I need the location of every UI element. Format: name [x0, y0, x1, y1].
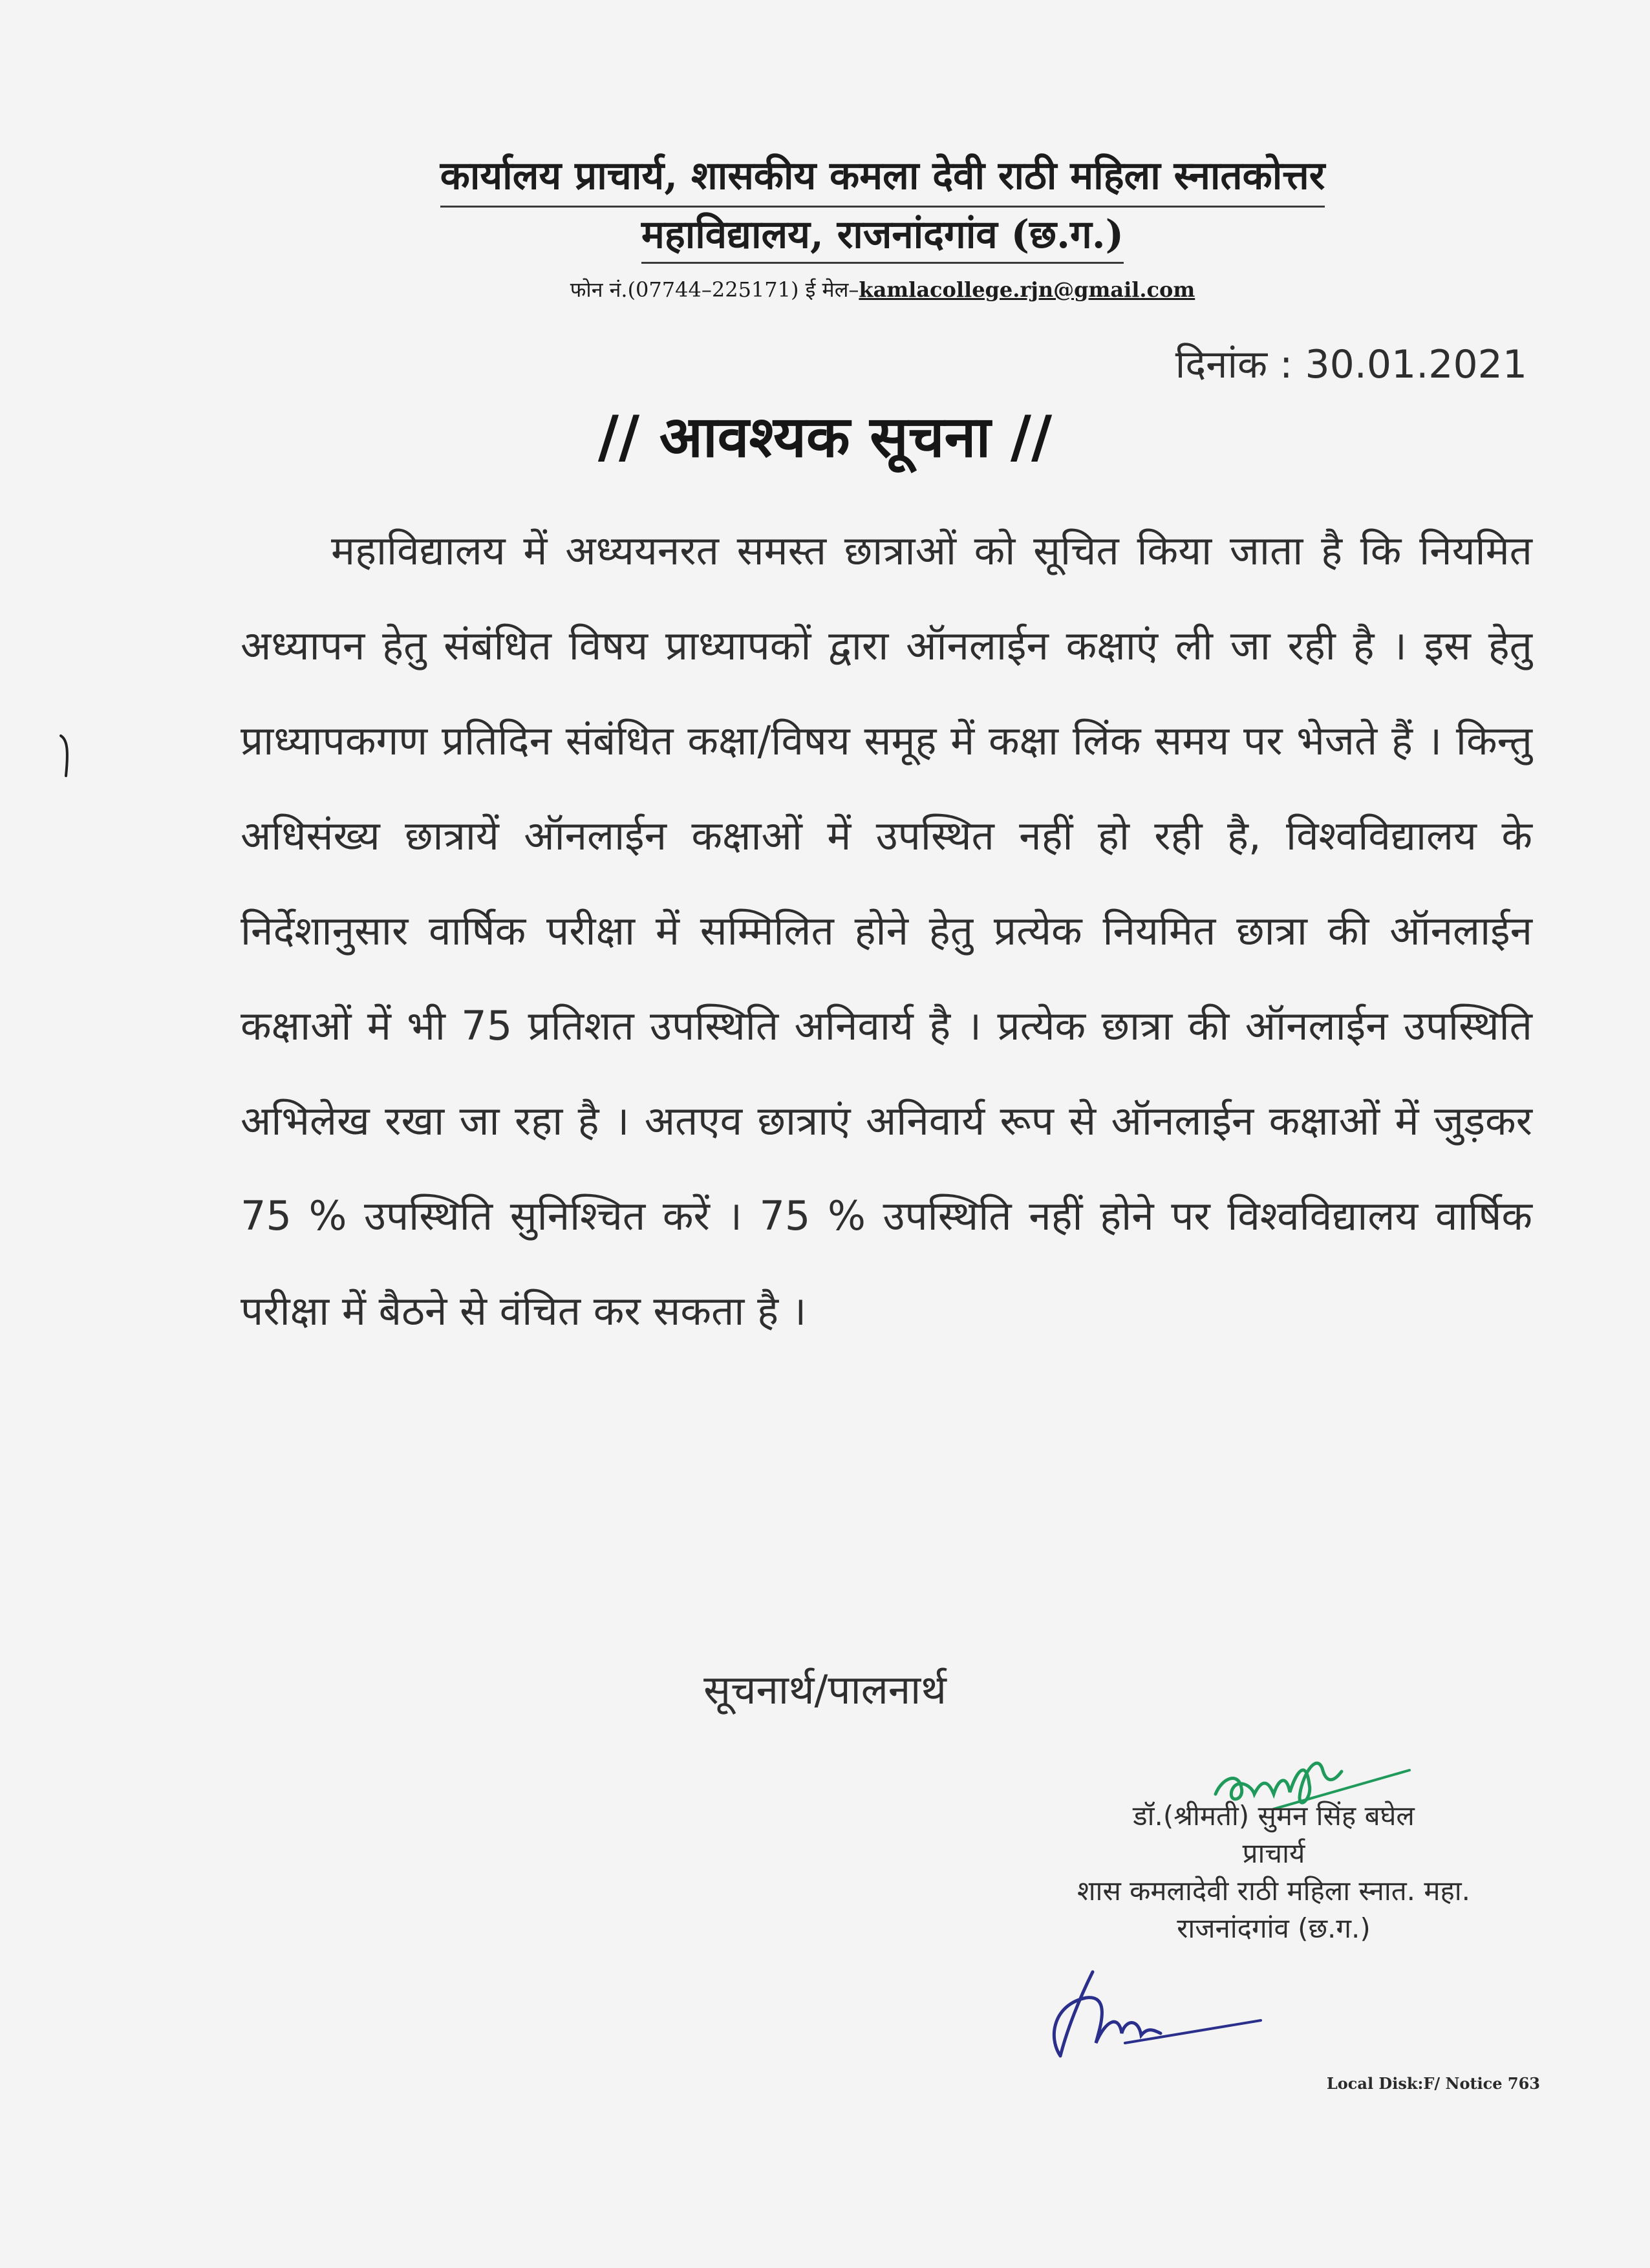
- file-reference: Local Disk:F/ Notice 763: [1326, 2074, 1540, 2093]
- letterhead: [278, 149, 1487, 303]
- signatory-block: [950, 1797, 1597, 1947]
- blue-signature-icon: [1034, 1959, 1280, 2069]
- letterhead-phone: फोन नं.(07744–225171) ई मेल–: [570, 277, 859, 302]
- letterhead-email: kamlacollege.rjn@gmail.com: [859, 277, 1195, 302]
- notice-body: महाविद्यालय में अध्ययनरत समस्त छात्राओं को सूचित किया जाता है कि नियमित अध्यापन हेतु संबंधित विषय प्राध्यापकों द्वारा ऑनलाईन कक्षाएं ली जा रही है । इस हेतु प्राध्यापकगण प्रतिदिन संबंधित कक्षा/विषय समूह में कक्षा लिंक समय पर भेजते हैं । किन्तु अधिसंख्य छात्रायें ऑनलाईन कक्षाओं में उपस्थित नहीं हो रही है, विश्वविद्यालय के निर्देशानुसार वार्षिक परीक्षा में सम्मिलित होने हेतु प्रत्येक नियमित छात्रा की ऑनलाईन कक्षाओं में भी 75 प्रतिशत उपस्थिति अनिवार्य है । प्रत्येक छात्रा की ऑनलाईन उपस्थिति अभिलेख रखा जा रहा है । अतएव छात्राएं अनिवार्य रूप से ऑनलाईन कक्षाओं में जुड़कर 75 % उपस्थिति सुनिश्चित करें । 75 % उपस्थिति नहीं होने पर विश्वविद्यालय वार्षिक परीक्षा में बैठने से वंचित कर सकता है ।: [241, 527, 1532, 1334]
- signatory-institution: शास कमलादेवी राठी महिला स्नात. महा.: [1077, 1875, 1470, 1907]
- margin-mark-icon: [56, 731, 75, 782]
- notice-date: दिनांक : 30.01.2021: [1175, 342, 1527, 387]
- notice-title: // आवश्यक सूचना //: [597, 403, 1053, 470]
- letterhead-office-title: कार्यालय प्राचार्य, शासकीय कमला देवी राठी महिला स्नातकोत्तर: [440, 149, 1325, 208]
- letterhead-contact: [278, 275, 1487, 303]
- signatory-designation: प्राचार्य: [1242, 1837, 1305, 1869]
- notice-closing: सूचनार्थ/पालनार्थ: [703, 1666, 947, 1713]
- signatory-place: राजनांदगांव (छ.ग.): [1177, 1912, 1371, 1944]
- signatory-name: डॉ.(श्रीमती) सुमन सिंह बघेल: [1133, 1800, 1415, 1832]
- letterhead-college-name: महाविद्यालय, राजनांदगांव (छ.ग.): [641, 208, 1124, 264]
